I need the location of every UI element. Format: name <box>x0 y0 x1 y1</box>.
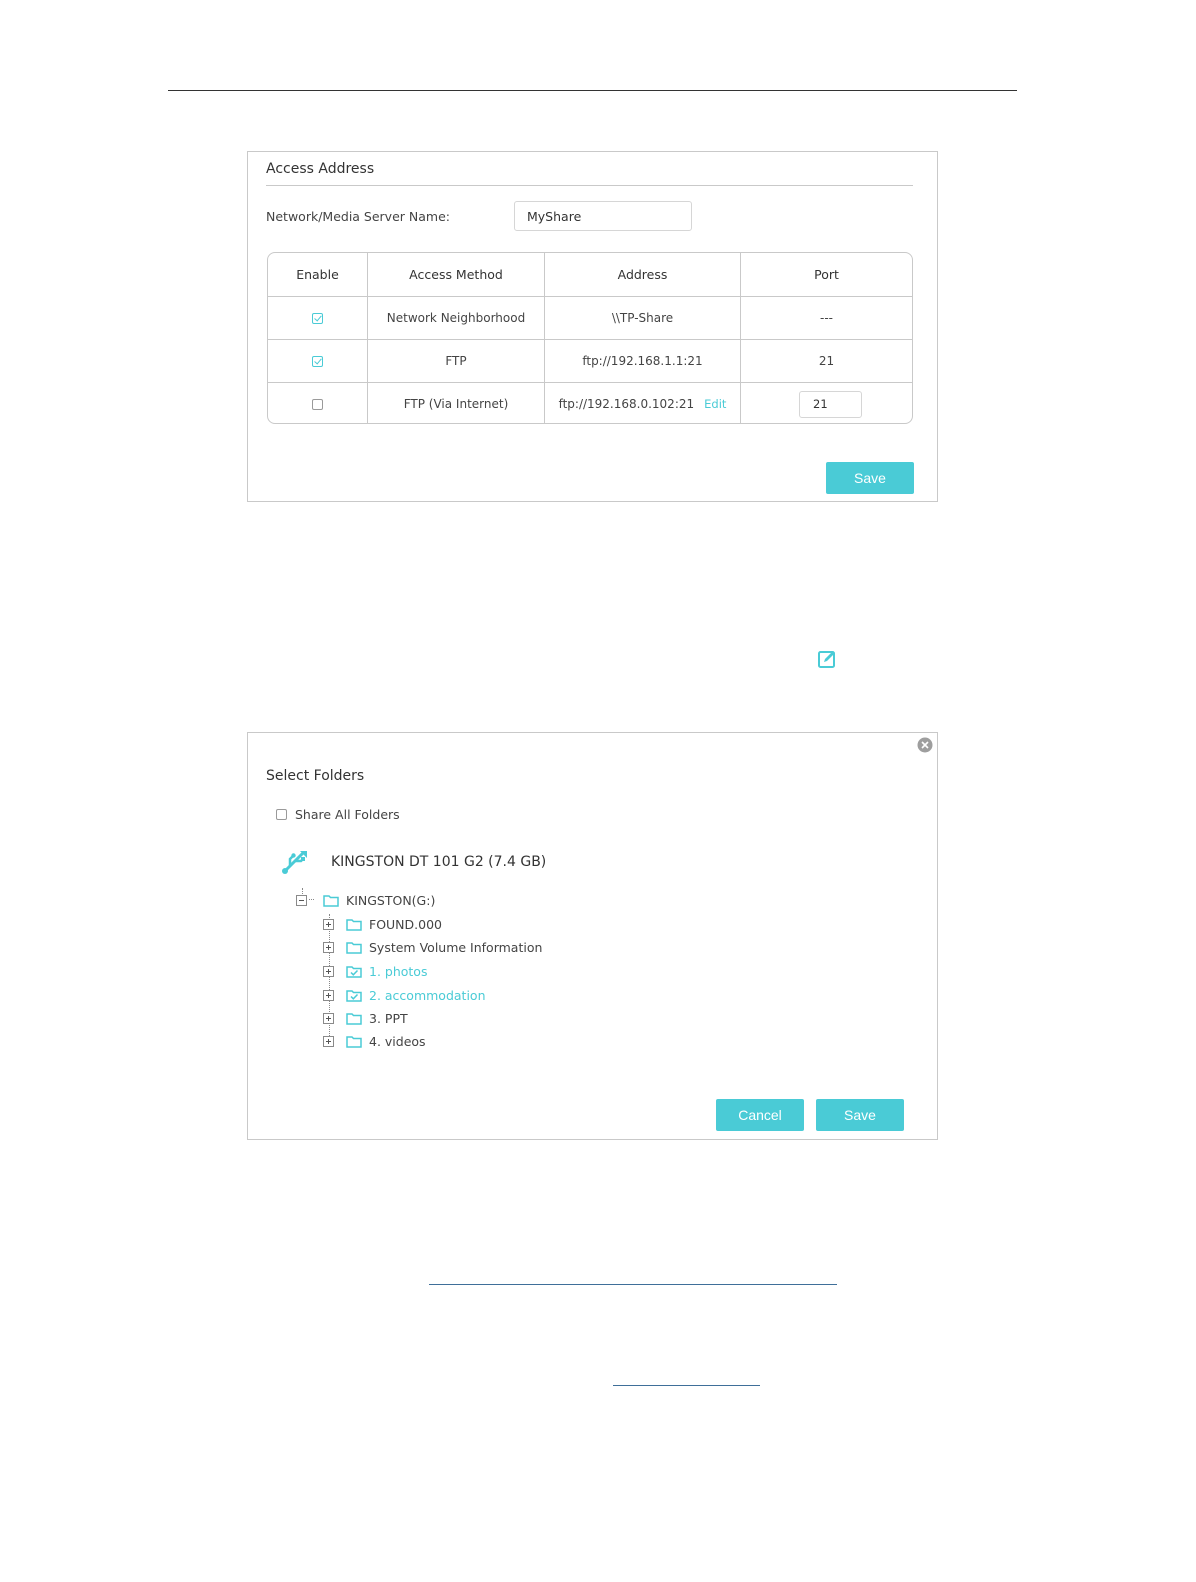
expand-toggle[interactable] <box>323 942 334 953</box>
server-name-input[interactable]: MyShare <box>514 201 692 231</box>
expand-toggle[interactable] <box>323 966 334 977</box>
save-button[interactable]: Save <box>816 1099 904 1131</box>
port-cell: --- <box>740 297 912 339</box>
cancel-button[interactable]: Cancel <box>716 1099 804 1131</box>
access-method-table <box>267 252 913 424</box>
page-top-rule <box>168 90 1017 91</box>
share-all-label: Share All Folders <box>295 807 400 822</box>
folder-icon <box>323 894 339 907</box>
tree-root[interactable] <box>296 891 435 909</box>
usb-icon <box>281 849 309 875</box>
folder-label: System Volume Information <box>369 939 543 955</box>
device-label: KINGSTON DT 101 G2 (7.4 GB) <box>331 854 547 870</box>
tree-folder[interactable] <box>323 1032 426 1050</box>
address-cell: \\TP-Share <box>544 297 740 339</box>
expand-toggle[interactable] <box>323 1013 334 1024</box>
folder-icon <box>346 918 362 931</box>
close-icon[interactable] <box>917 737 933 753</box>
server-name-label: Network/Media Server Name: <box>266 209 450 224</box>
edit-link[interactable]: Edit <box>704 397 727 411</box>
expand-toggle[interactable] <box>323 919 334 930</box>
panel-title: Access Address <box>266 161 375 177</box>
device-row <box>281 849 546 875</box>
link-underline <box>613 1385 760 1386</box>
folder-icon <box>346 1035 362 1048</box>
address-cell: ftp://192.168.1.1:21 <box>544 340 740 382</box>
share-all-option[interactable] <box>276 807 400 822</box>
enable-cell <box>268 297 367 339</box>
folder-label: FOUND.000 <box>369 916 442 932</box>
folder-checked-icon <box>346 965 362 978</box>
folder-label: 3. PPT <box>369 1010 408 1026</box>
port-cell <box>740 383 912 424</box>
port-input[interactable]: 21 <box>799 391 862 418</box>
tree-folder[interactable] <box>323 915 442 933</box>
port-cell: 21 <box>740 340 912 382</box>
column-header: Address <box>544 253 740 296</box>
tree-folder[interactable] <box>323 1009 408 1027</box>
title-divider <box>266 185 913 186</box>
expand-toggle[interactable] <box>323 1036 334 1047</box>
share-all-checkbox[interactable] <box>276 809 287 820</box>
link-underline <box>429 1284 837 1285</box>
select-folders-panel <box>247 732 938 1140</box>
table-row <box>268 296 912 339</box>
folder-label: 1. photos <box>369 963 428 979</box>
column-header: Access Method <box>367 253 544 296</box>
table-row <box>268 339 912 382</box>
expand-toggle[interactable] <box>323 990 334 1001</box>
edit-icon <box>816 648 838 670</box>
enable-checkbox[interactable] <box>312 313 323 324</box>
collapse-toggle[interactable] <box>296 895 307 906</box>
method-cell: FTP <box>367 340 544 382</box>
access-address-panel <box>247 151 938 502</box>
address-cell <box>544 383 740 424</box>
tree-folder[interactable] <box>323 938 542 956</box>
folder-checked-icon <box>346 989 362 1002</box>
enable-cell <box>268 340 367 382</box>
column-header: Port <box>740 253 912 296</box>
panel-title: Select Folders <box>266 768 365 784</box>
folder-icon <box>346 1012 362 1025</box>
folder-icon <box>346 941 362 954</box>
table-header-row <box>268 253 912 296</box>
tree-folder[interactable] <box>323 962 427 980</box>
folder-label: 2. accommodation <box>369 987 486 1003</box>
folder-label: 4. videos <box>369 1033 426 1049</box>
enable-checkbox[interactable] <box>312 399 323 410</box>
enable-cell <box>268 383 367 424</box>
folder-label: KINGSTON(G:) <box>346 892 436 908</box>
method-cell: Network Neighborhood <box>367 297 544 339</box>
save-button[interactable]: Save <box>826 462 914 494</box>
table-row <box>268 382 912 424</box>
enable-checkbox[interactable] <box>312 356 323 367</box>
method-cell: FTP (Via Internet) <box>367 383 544 424</box>
tree-folder[interactable] <box>323 986 486 1004</box>
column-header: Enable <box>296 267 339 282</box>
address-text: ftp://192.168.0.102:21 <box>558 397 695 411</box>
